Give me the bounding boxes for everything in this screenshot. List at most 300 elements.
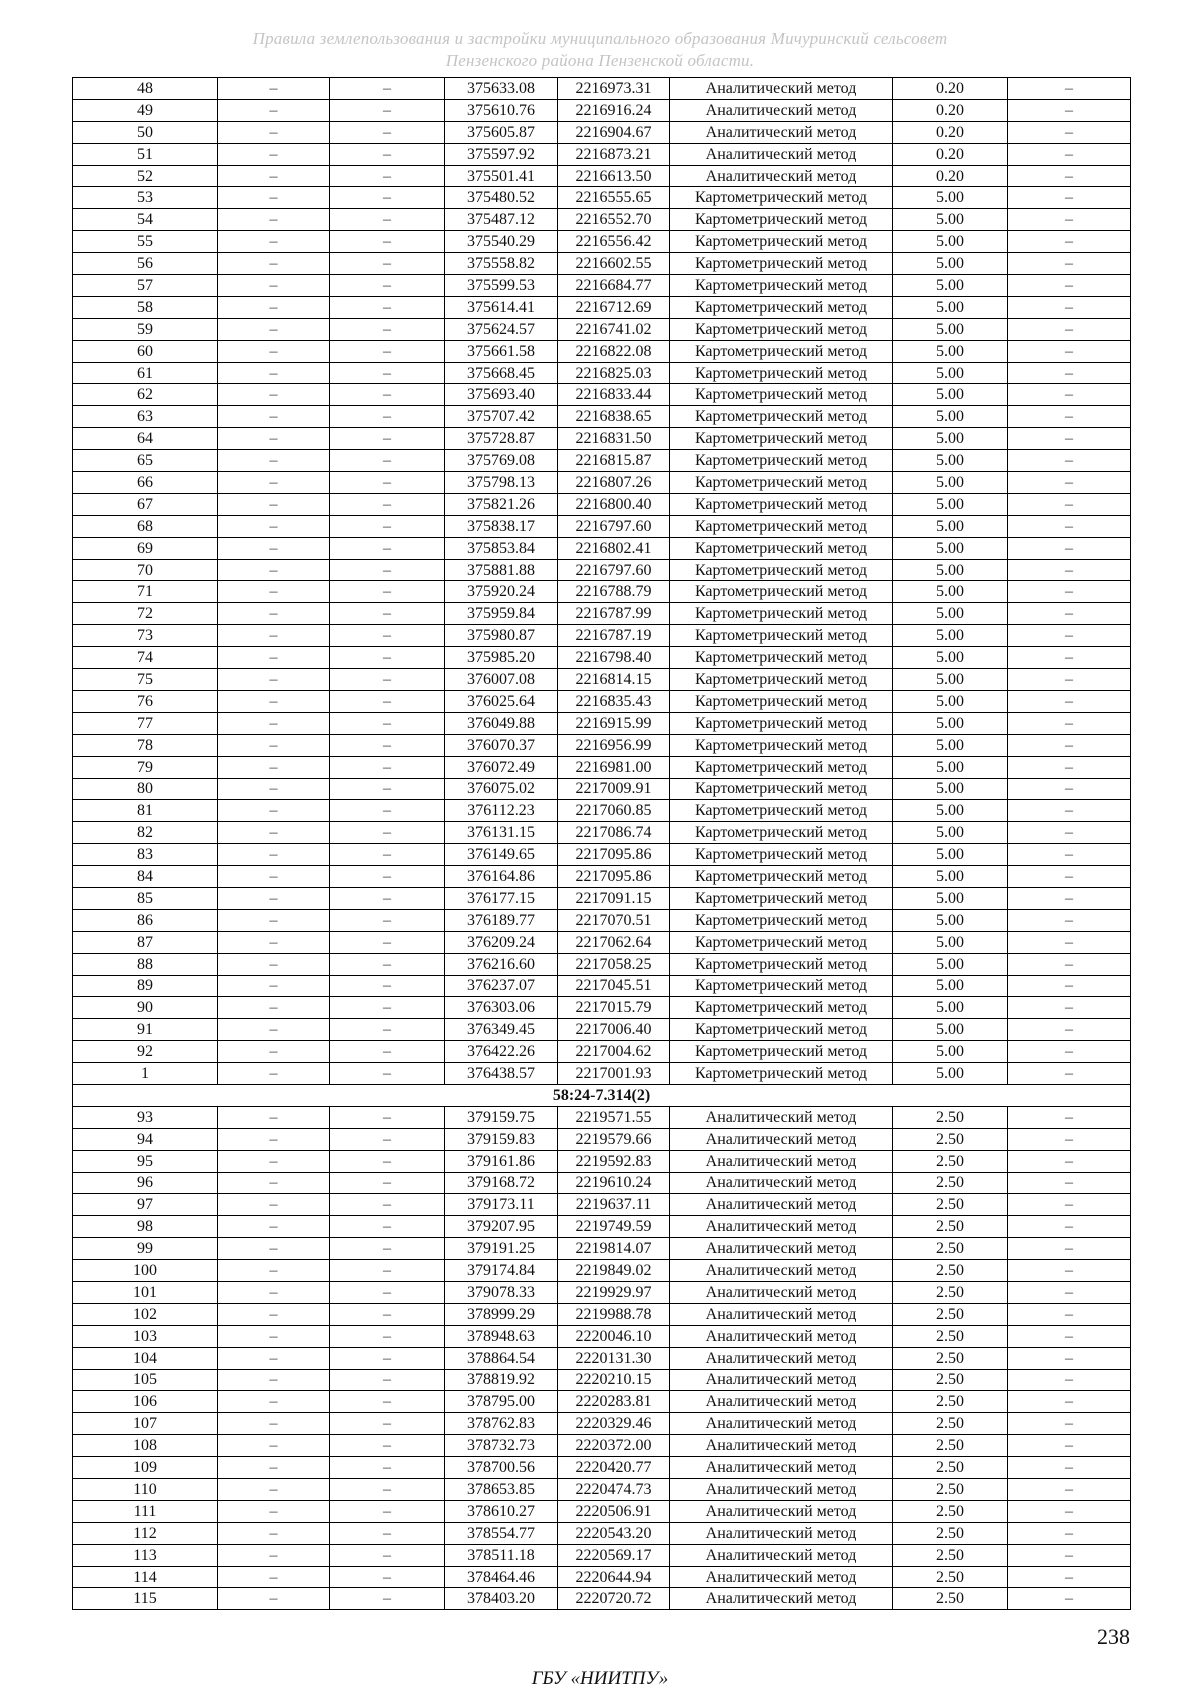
coord-x-cell: 376131.15 <box>445 822 558 844</box>
page-header <box>0 28 1200 72</box>
cell-empty-b-cell: – <box>330 1522 445 1544</box>
method-cell: Аналитический метод <box>670 1391 893 1413</box>
table-row <box>73 143 1131 165</box>
coord-x-cell: 376349.45 <box>445 1019 558 1041</box>
table-row <box>73 690 1131 712</box>
method-cell: Аналитический метод <box>670 143 893 165</box>
coord-x-cell: 375920.24 <box>445 581 558 603</box>
table-row <box>73 450 1131 472</box>
coord-y-cell: 2216822.08 <box>558 340 670 362</box>
coord-y-cell: 2216904.67 <box>558 121 670 143</box>
method-cell: Картометрический метод <box>670 690 893 712</box>
table-row <box>73 1303 1131 1325</box>
cell-empty-a-cell: – <box>218 1566 330 1588</box>
point-number-cell: 87 <box>73 931 218 953</box>
cell-empty-a-cell: – <box>218 515 330 537</box>
cell-empty-b-cell: – <box>330 253 445 275</box>
precision-cell: 5.00 <box>893 515 1008 537</box>
cell-empty-c-cell: – <box>1008 975 1131 997</box>
cell-empty-a-cell: – <box>218 909 330 931</box>
coord-x-cell: 376075.02 <box>445 778 558 800</box>
method-cell: Картометрический метод <box>670 1063 893 1085</box>
coord-x-cell: 378700.56 <box>445 1457 558 1479</box>
cell-empty-c-cell: – <box>1008 165 1131 187</box>
cell-empty-c-cell: – <box>1008 1369 1131 1391</box>
point-number-cell: 76 <box>73 690 218 712</box>
table-row <box>73 1369 1131 1391</box>
point-number-cell: 1 <box>73 1063 218 1085</box>
cell-empty-a-cell: – <box>218 778 330 800</box>
cell-empty-b-cell: – <box>330 690 445 712</box>
precision-cell: 2.50 <box>893 1281 1008 1303</box>
method-cell: Картометрический метод <box>670 296 893 318</box>
table-row <box>73 1588 1131 1610</box>
cell-empty-a-cell: – <box>218 1391 330 1413</box>
method-cell: Аналитический метод <box>670 1413 893 1435</box>
point-number-cell: 53 <box>73 187 218 209</box>
coord-y-cell: 2216831.50 <box>558 428 670 450</box>
method-cell: Аналитический метод <box>670 1150 893 1172</box>
method-cell: Картометрический метод <box>670 581 893 603</box>
table-row <box>73 712 1131 734</box>
coord-x-cell: 375881.88 <box>445 559 558 581</box>
coord-y-cell: 2216684.77 <box>558 275 670 297</box>
cell-empty-c-cell: – <box>1008 1260 1131 1282</box>
cell-empty-c-cell: – <box>1008 1303 1131 1325</box>
cell-empty-a-cell: – <box>218 1369 330 1391</box>
coord-y-cell: 2216873.21 <box>558 143 670 165</box>
coord-x-cell: 376216.60 <box>445 953 558 975</box>
cell-empty-a-cell: – <box>218 1238 330 1260</box>
coord-y-cell: 2220720.72 <box>558 1588 670 1610</box>
cell-empty-b-cell: – <box>330 406 445 428</box>
coord-x-cell: 376209.24 <box>445 931 558 953</box>
cell-empty-a-cell: – <box>218 712 330 734</box>
table-row <box>73 231 1131 253</box>
precision-cell: 5.00 <box>893 296 1008 318</box>
coord-y-cell: 2216552.70 <box>558 209 670 231</box>
table-row <box>73 1522 1131 1544</box>
coord-x-cell: 379159.75 <box>445 1106 558 1128</box>
method-cell: Аналитический метод <box>670 1479 893 1501</box>
cell-empty-c-cell: – <box>1008 515 1131 537</box>
point-number-cell: 49 <box>73 99 218 121</box>
table-row <box>73 1063 1131 1085</box>
coord-y-cell: 2220283.81 <box>558 1391 670 1413</box>
method-cell: Картометрический метод <box>670 756 893 778</box>
method-cell: Картометрический метод <box>670 997 893 1019</box>
precision-cell: 2.50 <box>893 1544 1008 1566</box>
cell-empty-a-cell: – <box>218 975 330 997</box>
precision-cell: 5.00 <box>893 406 1008 428</box>
point-number-cell: 84 <box>73 866 218 888</box>
cell-empty-a-cell: – <box>218 1172 330 1194</box>
cell-empty-c-cell: – <box>1008 690 1131 712</box>
precision-cell: 2.50 <box>893 1347 1008 1369</box>
coord-y-cell: 2216798.40 <box>558 647 670 669</box>
cell-empty-b-cell: – <box>330 581 445 603</box>
method-cell: Картометрический метод <box>670 866 893 888</box>
cell-empty-b-cell: – <box>330 1325 445 1347</box>
coord-x-cell: 375980.87 <box>445 625 558 647</box>
coord-x-cell: 378795.00 <box>445 1391 558 1413</box>
precision-cell: 5.00 <box>893 866 1008 888</box>
coord-y-cell: 2216556.42 <box>558 231 670 253</box>
cell-empty-c-cell: – <box>1008 1216 1131 1238</box>
cell-empty-c-cell: – <box>1008 209 1131 231</box>
coord-y-cell: 2217060.85 <box>558 800 670 822</box>
coord-x-cell: 376049.88 <box>445 712 558 734</box>
coord-y-cell: 2216802.41 <box>558 537 670 559</box>
cell-empty-b-cell: – <box>330 1019 445 1041</box>
precision-cell: 2.50 <box>893 1413 1008 1435</box>
method-cell: Аналитический метод <box>670 1260 893 1282</box>
cell-empty-a-cell: – <box>218 362 330 384</box>
table-row <box>73 1500 1131 1522</box>
table-row <box>73 472 1131 494</box>
point-number-cell: 93 <box>73 1106 218 1128</box>
precision-cell: 2.50 <box>893 1566 1008 1588</box>
precision-cell: 5.00 <box>893 493 1008 515</box>
cell-empty-c-cell: – <box>1008 1106 1131 1128</box>
cell-empty-b-cell: – <box>330 778 445 800</box>
coordinates-table <box>72 77 1131 1610</box>
table-row <box>73 800 1131 822</box>
cell-empty-b-cell: – <box>330 296 445 318</box>
cell-empty-a-cell: – <box>218 253 330 275</box>
method-cell: Картометрический метод <box>670 406 893 428</box>
table-row <box>73 822 1131 844</box>
cell-empty-c-cell: – <box>1008 362 1131 384</box>
coord-y-cell: 2217058.25 <box>558 953 670 975</box>
precision-cell: 5.00 <box>893 362 1008 384</box>
coord-y-cell: 2219929.97 <box>558 1281 670 1303</box>
cell-empty-a-cell: – <box>218 800 330 822</box>
point-number-cell: 60 <box>73 340 218 362</box>
coord-x-cell: 378610.27 <box>445 1500 558 1522</box>
table-row <box>73 844 1131 866</box>
table-row <box>73 340 1131 362</box>
cell-empty-c-cell: – <box>1008 887 1131 909</box>
coord-x-cell: 379174.84 <box>445 1260 558 1282</box>
method-cell: Картометрический метод <box>670 275 893 297</box>
precision-cell: 0.20 <box>893 143 1008 165</box>
method-cell: Картометрический метод <box>670 384 893 406</box>
method-cell: Картометрический метод <box>670 844 893 866</box>
method-cell: Аналитический метод <box>670 165 893 187</box>
cell-empty-b-cell: – <box>330 1216 445 1238</box>
coord-x-cell: 375798.13 <box>445 472 558 494</box>
table-row <box>73 1128 1131 1150</box>
cell-empty-a-cell: – <box>218 603 330 625</box>
coord-x-cell: 378554.77 <box>445 1522 558 1544</box>
precision-cell: 5.00 <box>893 690 1008 712</box>
coord-y-cell: 2219579.66 <box>558 1128 670 1150</box>
cell-empty-c-cell: – <box>1008 99 1131 121</box>
cell-empty-b-cell: – <box>330 1106 445 1128</box>
coord-x-cell: 375597.92 <box>445 143 558 165</box>
cell-empty-a-cell: – <box>218 1544 330 1566</box>
cell-empty-a-cell: – <box>218 1063 330 1085</box>
precision-cell: 5.00 <box>893 275 1008 297</box>
cell-empty-a-cell: – <box>218 1500 330 1522</box>
coord-y-cell: 2219637.11 <box>558 1194 670 1216</box>
cell-empty-b-cell: – <box>330 165 445 187</box>
cell-empty-a-cell: – <box>218 472 330 494</box>
precision-cell: 2.50 <box>893 1391 1008 1413</box>
precision-cell: 2.50 <box>893 1238 1008 1260</box>
cell-empty-c-cell: – <box>1008 1544 1131 1566</box>
coord-y-cell: 2220569.17 <box>558 1544 670 1566</box>
table-row <box>73 1041 1131 1063</box>
method-cell: Картометрический метод <box>670 712 893 734</box>
point-number-cell: 52 <box>73 165 218 187</box>
cell-empty-c-cell: – <box>1008 450 1131 472</box>
table-row <box>73 734 1131 756</box>
point-number-cell: 86 <box>73 909 218 931</box>
cell-empty-c-cell: – <box>1008 1063 1131 1085</box>
cell-empty-c-cell: – <box>1008 1281 1131 1303</box>
cell-empty-a-cell: – <box>218 1325 330 1347</box>
cell-empty-b-cell: – <box>330 143 445 165</box>
precision-cell: 0.20 <box>893 165 1008 187</box>
point-number-cell: 82 <box>73 822 218 844</box>
cell-empty-c-cell: – <box>1008 756 1131 778</box>
method-cell: Аналитический метод <box>670 1194 893 1216</box>
table-row <box>73 625 1131 647</box>
cell-empty-a-cell: – <box>218 559 330 581</box>
table-row <box>73 778 1131 800</box>
precision-cell: 5.00 <box>893 647 1008 669</box>
coord-x-cell: 378999.29 <box>445 1303 558 1325</box>
cell-empty-b-cell: – <box>330 428 445 450</box>
cell-empty-a-cell: – <box>218 1150 330 1172</box>
table-row <box>73 1172 1131 1194</box>
cell-empty-a-cell: – <box>218 625 330 647</box>
point-number-cell: 85 <box>73 887 218 909</box>
point-number-cell: 56 <box>73 253 218 275</box>
coord-x-cell: 375605.87 <box>445 121 558 143</box>
cell-empty-c-cell: – <box>1008 428 1131 450</box>
cell-empty-c-cell: – <box>1008 253 1131 275</box>
cell-empty-c-cell: – <box>1008 1194 1131 1216</box>
method-cell: Картометрический метод <box>670 472 893 494</box>
method-cell: Аналитический метод <box>670 1588 893 1610</box>
coord-x-cell: 375558.82 <box>445 253 558 275</box>
point-number-cell: 102 <box>73 1303 218 1325</box>
method-cell: Аналитический метод <box>670 78 893 100</box>
cell-empty-c-cell: – <box>1008 1435 1131 1457</box>
coord-y-cell: 2216835.43 <box>558 690 670 712</box>
coord-y-cell: 2216800.40 <box>558 493 670 515</box>
coord-y-cell: 2217062.64 <box>558 931 670 953</box>
coord-y-cell: 2216613.50 <box>558 165 670 187</box>
cell-empty-a-cell: – <box>218 78 330 100</box>
cell-empty-a-cell: – <box>218 1106 330 1128</box>
cell-empty-a-cell: – <box>218 581 330 603</box>
coord-x-cell: 378464.46 <box>445 1566 558 1588</box>
table-row <box>73 121 1131 143</box>
cell-empty-c-cell: – <box>1008 1238 1131 1260</box>
cell-empty-c-cell: – <box>1008 187 1131 209</box>
cell-empty-c-cell: – <box>1008 1041 1131 1063</box>
cell-empty-b-cell: – <box>330 559 445 581</box>
table-row <box>73 1544 1131 1566</box>
cell-empty-c-cell: – <box>1008 997 1131 1019</box>
coord-x-cell: 376438.57 <box>445 1063 558 1085</box>
cell-empty-a-cell: – <box>218 690 330 712</box>
precision-cell: 5.00 <box>893 844 1008 866</box>
precision-cell: 5.00 <box>893 187 1008 209</box>
cell-empty-b-cell: – <box>330 275 445 297</box>
cell-empty-b-cell: – <box>330 78 445 100</box>
coord-x-cell: 376422.26 <box>445 1041 558 1063</box>
coord-y-cell: 2216973.31 <box>558 78 670 100</box>
table-row <box>73 866 1131 888</box>
method-cell: Картометрический метод <box>670 231 893 253</box>
coord-x-cell: 376007.08 <box>445 669 558 691</box>
cell-empty-b-cell: – <box>330 450 445 472</box>
cell-empty-a-cell: – <box>218 669 330 691</box>
table-row <box>73 647 1131 669</box>
method-cell: Картометрический метод <box>670 734 893 756</box>
coord-x-cell: 375728.87 <box>445 428 558 450</box>
coord-x-cell: 375540.29 <box>445 231 558 253</box>
cell-empty-c-cell: – <box>1008 231 1131 253</box>
coord-x-cell: 378732.73 <box>445 1435 558 1457</box>
cell-empty-b-cell: – <box>330 975 445 997</box>
point-number-cell: 105 <box>73 1369 218 1391</box>
point-number-cell: 97 <box>73 1194 218 1216</box>
method-cell: Картометрический метод <box>670 537 893 559</box>
cell-empty-c-cell: – <box>1008 581 1131 603</box>
precision-cell: 0.20 <box>893 78 1008 100</box>
cell-empty-a-cell: – <box>218 1041 330 1063</box>
coord-y-cell: 2219814.07 <box>558 1238 670 1260</box>
table-row <box>73 1479 1131 1501</box>
point-number-cell: 55 <box>73 231 218 253</box>
cell-empty-a-cell: – <box>218 1413 330 1435</box>
cell-empty-b-cell: – <box>330 1128 445 1150</box>
method-cell: Картометрический метод <box>670 669 893 691</box>
cell-empty-c-cell: – <box>1008 1128 1131 1150</box>
point-number-cell: 75 <box>73 669 218 691</box>
method-cell: Картометрический метод <box>670 1019 893 1041</box>
point-number-cell: 57 <box>73 275 218 297</box>
method-cell: Картометрический метод <box>670 603 893 625</box>
coord-y-cell: 2216833.44 <box>558 384 670 406</box>
point-number-cell: 66 <box>73 472 218 494</box>
cell-empty-c-cell: – <box>1008 537 1131 559</box>
coord-y-cell: 2216815.87 <box>558 450 670 472</box>
cell-empty-b-cell: – <box>330 603 445 625</box>
point-number-cell: 70 <box>73 559 218 581</box>
cell-empty-a-cell: – <box>218 209 330 231</box>
table-row <box>73 428 1131 450</box>
cell-empty-b-cell: – <box>330 1369 445 1391</box>
precision-cell: 0.20 <box>893 99 1008 121</box>
table-row <box>73 318 1131 340</box>
cell-empty-a-cell: – <box>218 493 330 515</box>
cell-empty-b-cell: – <box>330 1544 445 1566</box>
cell-empty-b-cell: – <box>330 1435 445 1457</box>
precision-cell: 2.50 <box>893 1194 1008 1216</box>
precision-cell: 5.00 <box>893 537 1008 559</box>
point-number-cell: 109 <box>73 1457 218 1479</box>
precision-cell: 5.00 <box>893 778 1008 800</box>
cell-empty-b-cell: – <box>330 1238 445 1260</box>
coord-x-cell: 379173.11 <box>445 1194 558 1216</box>
cell-empty-c-cell: – <box>1008 1413 1131 1435</box>
cell-empty-a-cell: – <box>218 756 330 778</box>
point-number-cell: 79 <box>73 756 218 778</box>
point-number-cell: 110 <box>73 1479 218 1501</box>
table-row <box>73 1413 1131 1435</box>
coord-y-cell: 2217001.93 <box>558 1063 670 1085</box>
cell-empty-a-cell: – <box>218 275 330 297</box>
cell-empty-b-cell: – <box>330 1303 445 1325</box>
coord-x-cell: 376303.06 <box>445 997 558 1019</box>
point-number-cell: 64 <box>73 428 218 450</box>
table-row <box>73 1106 1131 1128</box>
point-number-cell: 58 <box>73 296 218 318</box>
precision-cell: 5.00 <box>893 384 1008 406</box>
coord-y-cell: 2217004.62 <box>558 1041 670 1063</box>
cell-empty-b-cell: – <box>330 866 445 888</box>
precision-cell: 5.00 <box>893 931 1008 953</box>
method-cell: Аналитический метод <box>670 1347 893 1369</box>
coord-x-cell: 378948.63 <box>445 1325 558 1347</box>
cell-empty-a-cell: – <box>218 165 330 187</box>
method-cell: Картометрический метод <box>670 647 893 669</box>
cell-empty-a-cell: – <box>218 428 330 450</box>
coord-x-cell: 376189.77 <box>445 909 558 931</box>
precision-cell: 2.50 <box>893 1303 1008 1325</box>
cell-empty-b-cell: – <box>330 1391 445 1413</box>
coord-x-cell: 375668.45 <box>445 362 558 384</box>
table-row <box>73 997 1131 1019</box>
table-row <box>73 99 1131 121</box>
cell-empty-a-cell: – <box>218 822 330 844</box>
precision-cell: 2.50 <box>893 1479 1008 1501</box>
cell-empty-a-cell: – <box>218 1435 330 1457</box>
coord-x-cell: 376237.07 <box>445 975 558 997</box>
method-cell: Аналитический метод <box>670 1106 893 1128</box>
cell-empty-a-cell: – <box>218 318 330 340</box>
cell-empty-b-cell: – <box>330 1479 445 1501</box>
point-number-cell: 83 <box>73 844 218 866</box>
precision-cell: 2.50 <box>893 1172 1008 1194</box>
table-row <box>73 362 1131 384</box>
cell-empty-b-cell: – <box>330 1194 445 1216</box>
coord-y-cell: 2216787.99 <box>558 603 670 625</box>
point-number-cell: 81 <box>73 800 218 822</box>
cell-empty-a-cell: – <box>218 887 330 909</box>
table-row <box>73 537 1131 559</box>
table-body <box>73 78 1131 1610</box>
cell-empty-c-cell: – <box>1008 318 1131 340</box>
point-number-cell: 107 <box>73 1413 218 1435</box>
precision-cell: 5.00 <box>893 318 1008 340</box>
table-row <box>73 1347 1131 1369</box>
table-row <box>73 931 1131 953</box>
precision-cell: 2.50 <box>893 1369 1008 1391</box>
coord-y-cell: 2217095.86 <box>558 844 670 866</box>
method-cell: Картометрический метод <box>670 778 893 800</box>
cell-empty-b-cell: – <box>330 1347 445 1369</box>
cell-empty-a-cell: – <box>218 143 330 165</box>
coord-x-cell: 375838.17 <box>445 515 558 537</box>
